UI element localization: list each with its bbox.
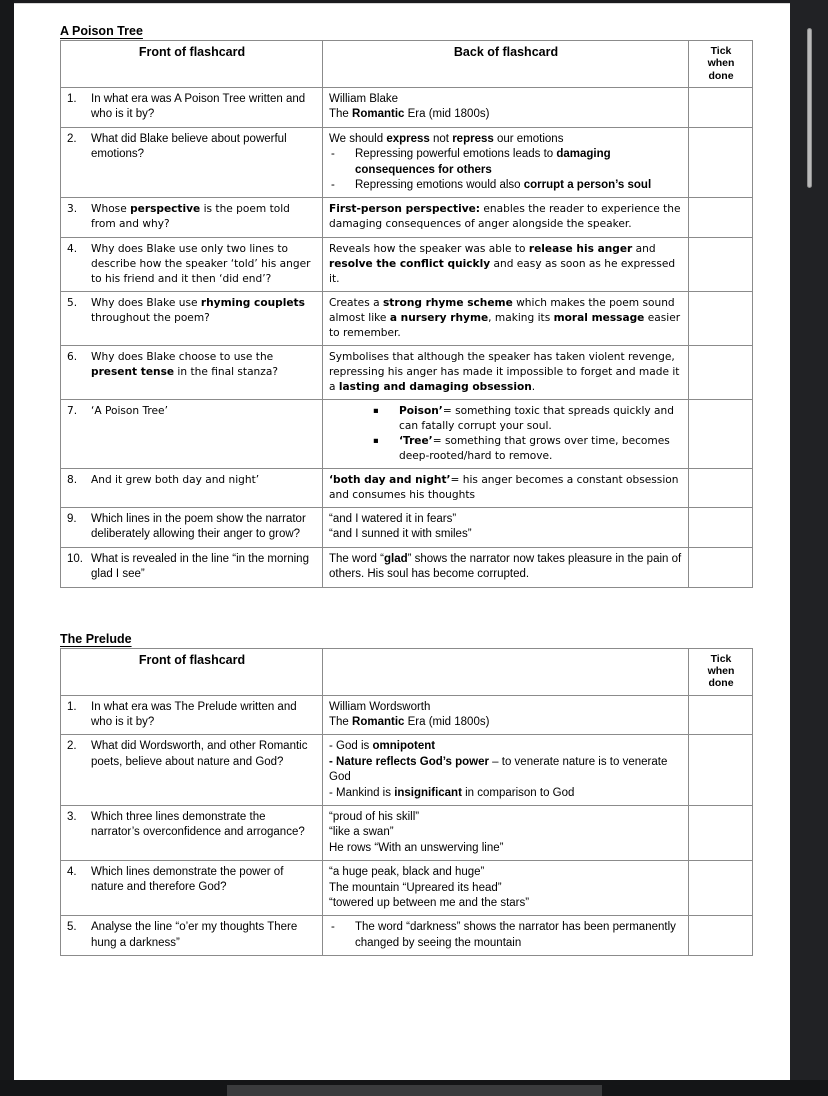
document-body [14,4,790,956]
answer-cell [323,468,689,507]
question-cell [61,916,323,956]
answer-cell [323,127,689,198]
home-indicator[interactable] [227,1085,602,1096]
question-text: Which lines demonstrate the power of nature and therefore God? [91,866,284,894]
column-header-tick-line: when [707,664,735,677]
tick-cell[interactable] [689,547,753,587]
question-cell [61,291,323,345]
document-page [14,4,790,1080]
answer-cell [323,695,689,735]
answer-line: “and I sunned it with smiles” [329,528,472,541]
tick-cell[interactable] [689,468,753,507]
question-number: 3. [67,811,77,824]
column-header-tick-line: Tick [710,652,732,665]
answer-line: Reveals how the speaker was able to release his anger and resolve the conflict quickly and easy as soon as he expressed it. [329,242,676,285]
answer-cell [323,735,689,806]
answer-cell [323,291,689,345]
answer-cell [323,547,689,587]
answer-cell [323,345,689,399]
column-header-tick-line: done [708,677,734,690]
question-number: 5. [67,296,78,309]
tick-cell[interactable] [689,291,753,345]
question-cell [61,735,323,806]
table-row [61,237,753,291]
question-number: 10. [67,552,83,565]
question-cell [61,399,323,468]
table-header-row [61,648,753,695]
tick-cell[interactable] [689,507,753,547]
answer-bullet-list [351,404,683,464]
question-text: And it grew both day and night’ [91,473,260,486]
answer-line: The Romantic Era (mid 1800s) [329,108,490,121]
answer-line: We should express not repress our emotions [329,132,564,145]
question-number: 3. [67,203,78,216]
answer-bullet-item: ▪ Poison’= something toxic that spreads quickly and can fatally corrupt your soul. [351,404,683,434]
question-cell [61,198,323,237]
answer-dash-list [329,920,683,951]
tick-cell[interactable] [689,861,753,916]
question-text: What is revealed in the line “in the morning glad I see” [91,552,309,580]
question-text: Which lines in the poem show the narrator deliberately allowing their anger to grow? [91,512,306,541]
answer-line: The word “glad” shows the narrator now takes pleasure in the pain of others. His soul has become corrupted. [329,552,682,581]
question-text: Why does Blake choose to use the present tense in the final stanza? [91,350,278,378]
answer-dash-item: - Repressing powerful emotions leads to damaging consequences for others [329,147,683,178]
question-cell [61,345,323,399]
table-row [61,916,753,956]
question-text: What did Blake believe about powerful emotions? [91,132,287,160]
tick-cell[interactable] [689,237,753,291]
answer-cell [323,237,689,291]
question-cell [61,695,323,735]
question-cell [61,88,323,128]
answer-line: “proud of his skill” [329,811,420,824]
answer-line: - God is omnipotent [329,740,436,753]
table-row [61,695,753,735]
column-header-tick-line: done [708,69,734,82]
answer-dash-list [329,147,683,193]
column-header-tick [689,648,753,695]
question-number: 1. [67,93,77,105]
answer-line: “and I watered it in fears” [329,512,457,525]
question-number: 6. [67,350,78,363]
column-header-tick-line: Tick [710,45,732,57]
question-cell [61,127,323,198]
answer-line: The mountain “Upreared its head” [329,881,502,894]
column-header-front: Front of flashcard [61,41,323,88]
answer-cell [323,399,689,468]
section-title: The Prelude [60,631,132,646]
table-row [61,88,753,128]
section-gap [60,588,768,630]
question-text: Whose perspective is the poem told from and why? [91,203,290,231]
table-row [61,735,753,806]
answer-cell [323,198,689,237]
tick-cell[interactable] [689,198,753,237]
answer-cell [323,861,689,916]
answer-line: - Mankind is insignificant in comparison to God [329,786,575,799]
scrollbar-thumb[interactable] [807,28,812,188]
table-row [61,468,753,507]
question-number: 9. [67,512,77,525]
answer-line: He rows “With an unswerving line” [329,841,504,854]
table-row [61,291,753,345]
table-row [61,861,753,916]
answer-line: - Nature reflects God’s power – to venerate nature is to venerate God [329,755,668,784]
table-row [61,345,753,399]
answer-line: Creates a strong rhyme scheme which makes the poem sound almost like a nursery rhyme, making its moral message easier to remember. [329,296,681,339]
question-text: Which three lines demonstrate the narrator’s overconfidence and arrogance? [91,811,305,839]
answer-dash-item: - Repressing emotions would also corrupt a person’s soul [329,178,683,193]
question-cell [61,806,323,861]
question-number: 5. [67,921,77,934]
flashcard-table [60,40,753,588]
tick-cell[interactable] [689,806,753,861]
tick-cell[interactable] [689,399,753,468]
column-header-tick-line: when [707,57,735,70]
question-number: 4. [67,242,78,255]
answer-line: “towered up between me and the stars” [329,897,530,910]
question-text: In what era was The Prelude written and who is it by? [91,700,297,728]
question-text: In what era was A Poison Tree written and who is it by? [91,93,306,121]
question-cell [61,237,323,291]
tick-cell[interactable] [689,88,753,128]
section-title: A Poison Tree [60,24,143,38]
question-number: 4. [67,866,77,879]
question-number: 1. [67,700,77,713]
left-gutter [0,0,14,1096]
column-header-tick [689,41,753,88]
question-text: What did Wordsworth, and other Romantic poets, believe about nature and God? [91,740,308,768]
tick-cell[interactable] [689,127,753,198]
question-number: 2. [67,740,77,753]
flashcard-table [60,648,753,957]
column-header-front: Front of flashcard [61,648,323,695]
question-text: ‘A Poison Tree’ [91,404,168,417]
question-cell [61,547,323,587]
answer-line: William Blake [329,93,399,105]
answer-line: “like a swan” [329,826,394,839]
vertical-scrollbar[interactable] [806,28,813,188]
answer-line: “a huge peak, black and huge” [329,866,485,879]
table-row [61,399,753,468]
question-number: 8. [67,473,78,486]
question-cell [61,507,323,547]
question-text: Why does Blake use only two lines to describe how the speaker ‘told’ his anger to his friend and it then ‘did end’? [91,242,311,285]
answer-cell [323,916,689,956]
tick-cell[interactable] [689,916,753,956]
tick-cell[interactable] [689,735,753,806]
table-row [61,127,753,198]
table-row [61,198,753,237]
answer-bullet-item: ▪ ‘Tree’= something that grows over time, becomes deep-rooted/hard to remove. [351,434,683,464]
answer-line: ‘both day and night’= his anger becomes a constant obsession and consumes his thoughts [329,473,679,501]
answer-dash-item: - The word “darkness” shows the narrator has been permanently changed by seeing the mountain [329,920,683,951]
answer-line: William Wordsworth [329,700,431,713]
answer-line: Symbolises that although the speaker has taken violent revenge, repressing his anger has made it impossible to forget and made it a lasting and damaging obsession. [329,350,680,393]
answer-line: The Romantic Era (mid 1800s) [329,716,490,728]
answer-cell [323,806,689,861]
tick-cell[interactable] [689,345,753,399]
question-text: Why does Blake use rhyming couplets throughout the poem? [91,296,305,324]
answer-cell [323,507,689,547]
question-cell [61,861,323,916]
answer-line: First-person perspective: enables the reader to experience the damaging consequences of anger alongside the speaker. [329,203,681,231]
question-number: 2. [67,132,77,145]
table-row [61,547,753,587]
tick-cell[interactable] [689,695,753,735]
table-row [61,806,753,861]
question-cell [61,468,323,507]
question-number: 7. [67,404,78,417]
answer-cell [323,88,689,128]
question-text: Analyse the line “o’er my thoughts There hung a darkness” [91,921,298,949]
column-header-back: Back of flashcard [323,41,689,88]
table-row [61,507,753,547]
column-header-back [323,648,689,695]
table-header-row [61,41,753,88]
